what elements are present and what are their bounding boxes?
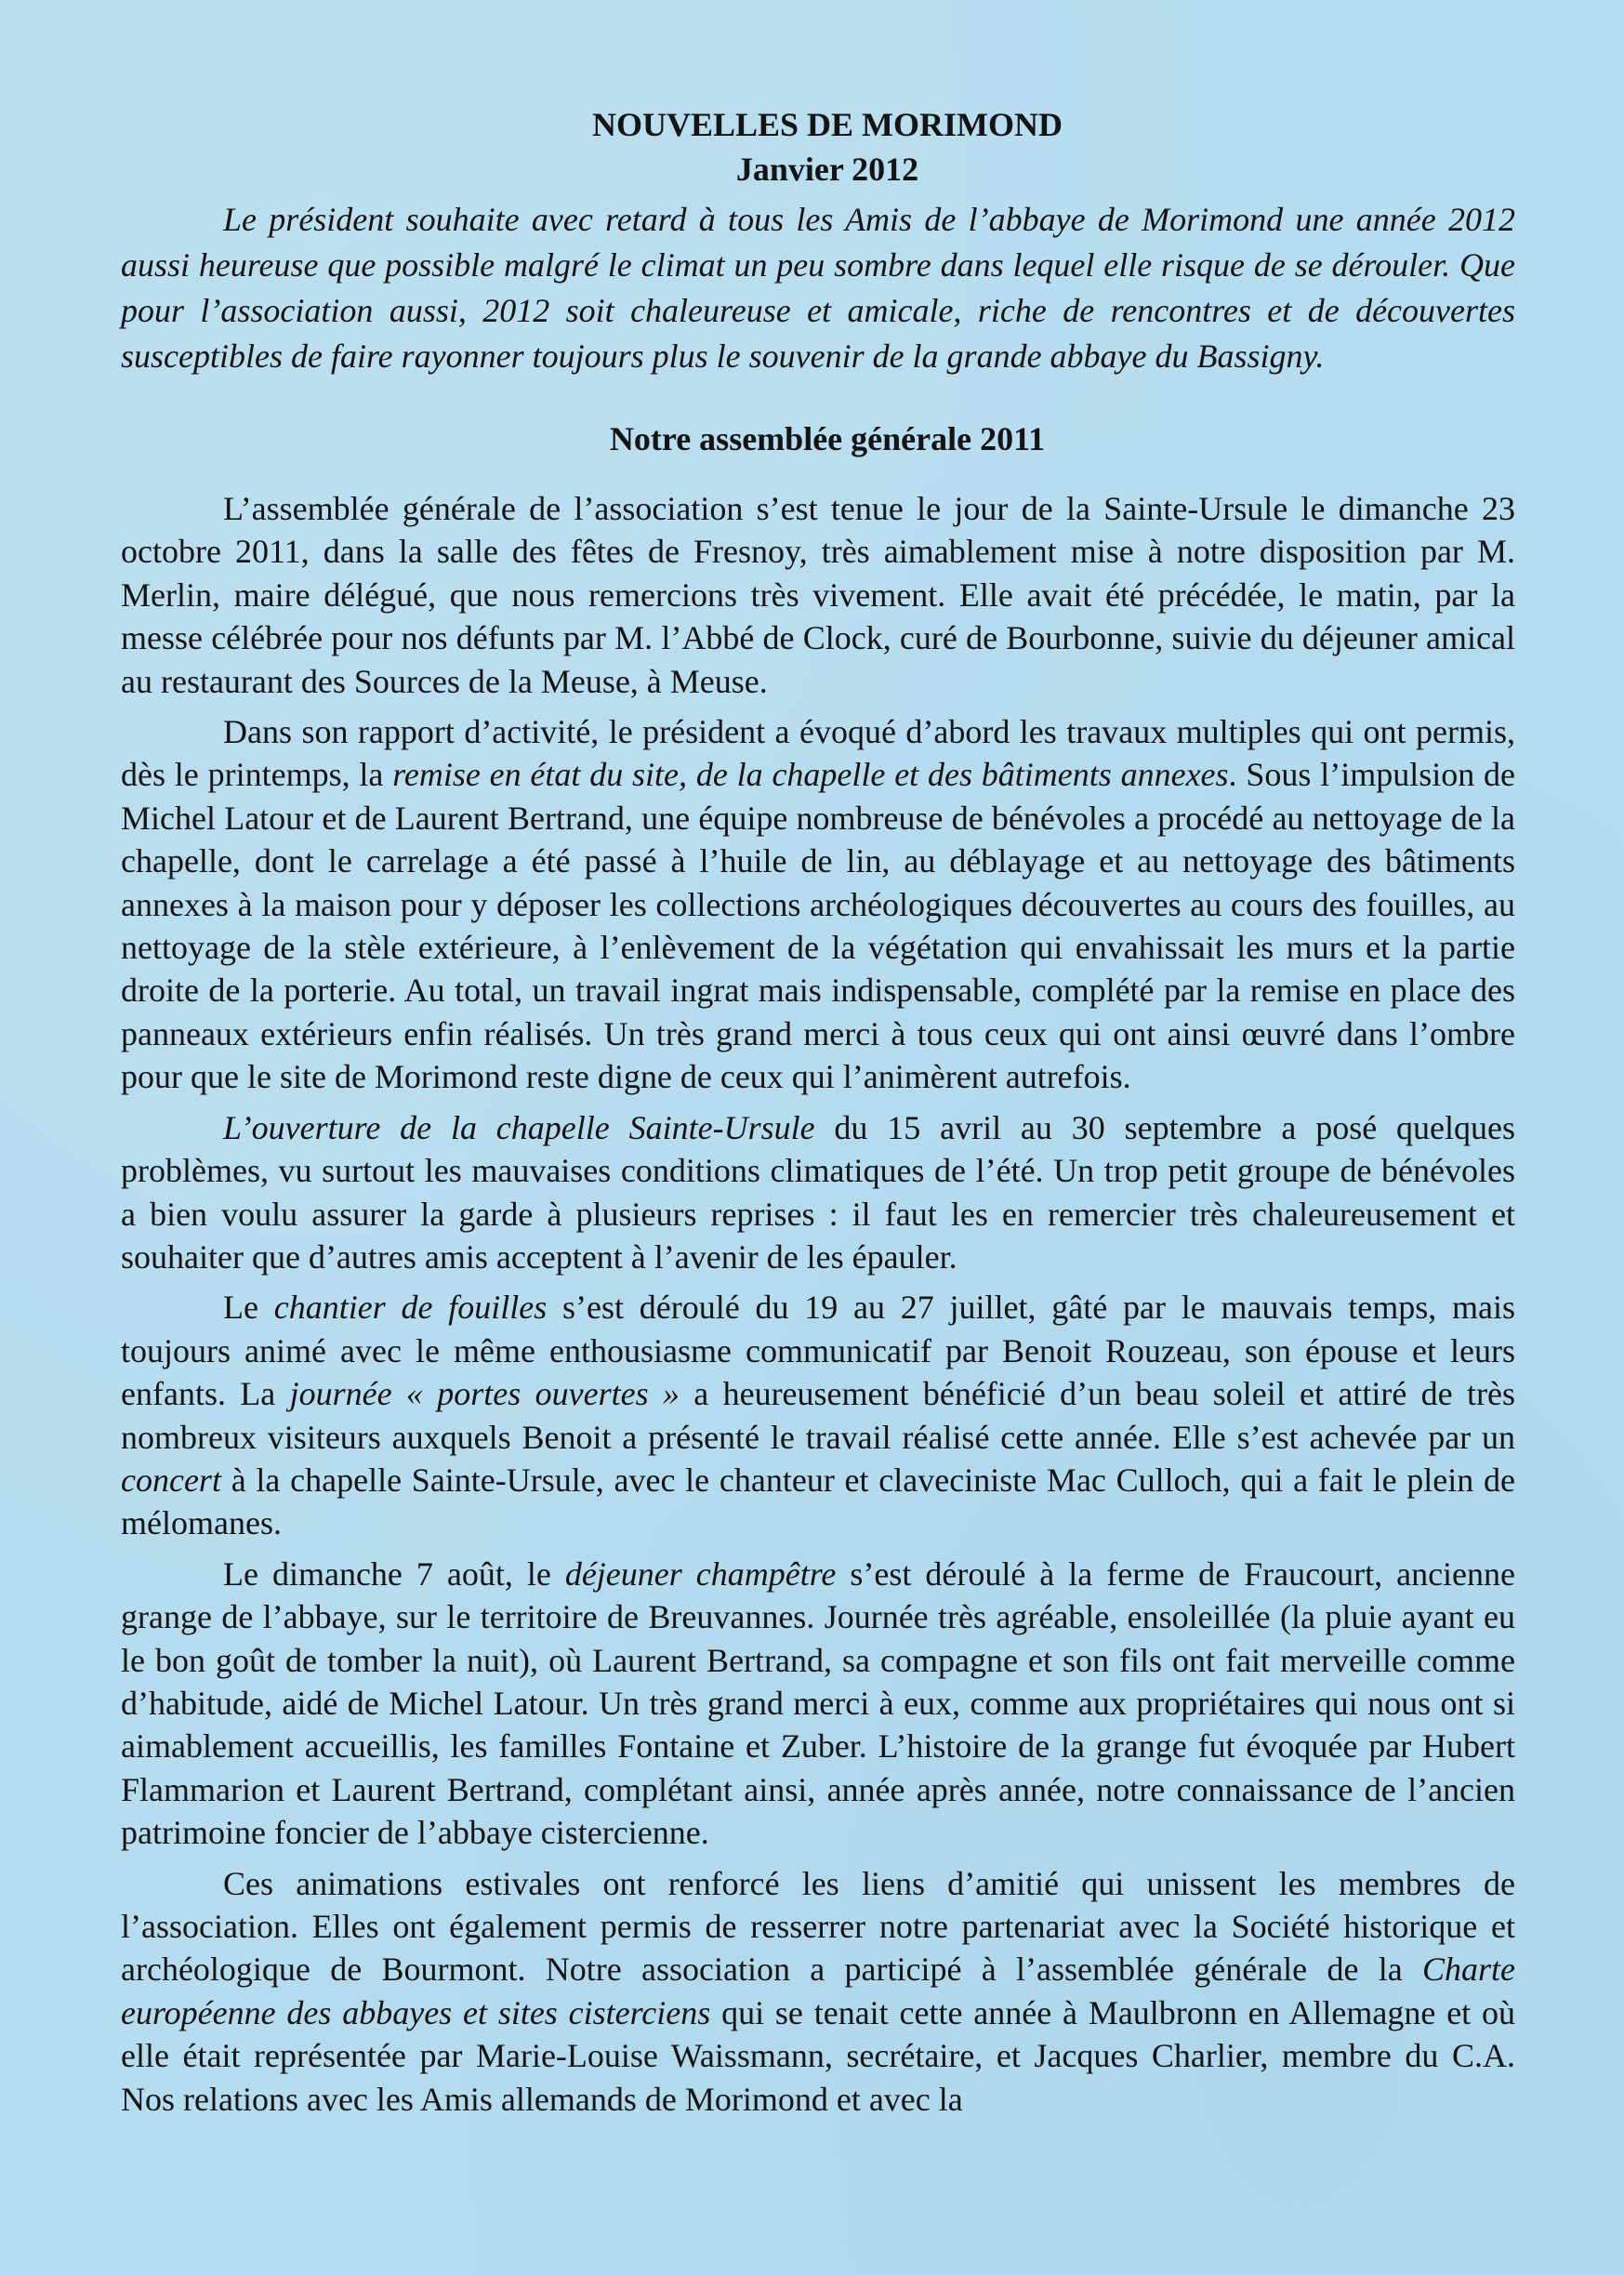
paragraph-text: s’est déroulé du 19 au 27 juillet, gâté par le mauvais temps, mais toujours animé avec le même enthousiasme communicatif par Benoit Rouzeau, son épouse et leurs enfants. La <box>121 1289 1516 1413</box>
paragraph-text: . Sous l’impulsion de Michel Latour et de Laurent Bertrand, une équipe nombreuse de bénévoles a procédé au nettoyage de la chapelle, dont le carrelage a été passé à l’huile de lin, au déblayage et au nettoyage des bâtiments annexes à la maison pour y déposer les collections archéologiques découvertes au cours des fouilles, au nettoyage de la stèle extérieure, à l’enlèvement de la végétation qui envahissait les murs et la partie droite de la porterie. Au total, un travail ingrat mais indispensable, complété par la remise en place des panneaux extérieurs enfin réalisés. Un très grand merci à tous ceux qui ont ainsi œuvré dans l’ombre pour que le site de Morimond reste digne de ceux qui l’animèrent autrefois. <box>121 756 1515 1096</box>
paragraph-text: qui se tenait cette année à Maulbronn en Allemagne et où elle était représentée par Marie-Louise Waissmann, secrétaire, et Jacques Charlier, membre du C.A. Nos relations avec les Amis allemands de Morimond et avec la <box>121 1993 1515 2118</box>
paragraph-text: Le <box>223 1289 274 1327</box>
president-greeting: Le président souhaite avec retard à tous les Amis de l’abbaye de Morimond une année 2012 aussi heureuse que possible malgré le climat un peu sombre dans lequel elle risque de se dérouler. Que pour l’association aussi, 2012 soit chaleureuse et amicale, riche de rencontres et de découvertes susceptibles de faire rayonner toujours plus le souvenir de la grande abbaye du Bassigny. <box>121 201 1515 375</box>
masthead <box>121 102 1515 192</box>
paragraph-text: a heureusement bénéficié d’un beau soleil et attiré de très nombreux visiteurs auxquels Benoit a présenté le travail réalisé cette année. Elle s’est achevée par un <box>121 1375 1515 1456</box>
emphasized-text: L’ouverture de la chapelle Sainte-Ursule <box>223 1108 815 1146</box>
emphasized-text: Charte européenne des abbayes et sites cisterciens <box>121 1951 1515 2031</box>
article-paragraph <box>121 1286 1515 1544</box>
article-body <box>121 487 1515 2121</box>
issue-date: Janvier 2012 <box>735 151 919 188</box>
emphasized-text: déjeuner champêtre <box>564 1554 837 1593</box>
paragraph-text: du 15 avril au 30 septembre a posé quelques problèmes, vu surtout les mauvaises conditions climatiques de l’été. Un trop petit groupe de bénévoles a bien voulu assurer la garde à plusieurs reprises : il faut les en remercier très chaleureusement et souhaiter que d’autres amis acceptent à l’avenir de les épauler. <box>121 1108 1516 1276</box>
emphasized-text: remise en état du site, de la chapelle et des bâtiments annexes <box>392 756 1229 794</box>
paragraph-text: Dans son rapport d’activité, le président a évoqué d’abord les travaux multiples qui ont permis, dès le printemps, la <box>121 713 1515 794</box>
article-paragraph <box>121 1862 1515 2121</box>
article-paragraph <box>121 487 1515 703</box>
paragraph-text: à la chapelle Sainte-Ursule, avec le chanteur et claveciniste Mac Culloch, qui a fait le plein de mélomanes. <box>121 1461 1515 1542</box>
document-body <box>121 102 1515 2128</box>
article-paragraph <box>121 710 1515 1099</box>
newsletter-title: NOUVELLES DE MORIMOND <box>591 106 1063 143</box>
article-paragraph <box>121 1106 1515 1279</box>
article-paragraph <box>121 1553 1515 1855</box>
paragraph-text: s’est déroulé à la ferme de Fraucourt, ancienne grange de l’abbaye, sur le territoire de Breuvannes. Journée très agréable, ensoleillée (la pluie ayant eu le bon goût de tomber la nuit), où Laurent Bertrand, sa compagne et son fils ont fait merveille comme d’habitude, aidé de Michel Latour. Un très grand merci à eux, comme aux propriétaires qui nous ont si aimablement accueillis, les familles Fontaine et Zuber. L’histoire de la grange fut évoquée par Hubert Flammarion et Laurent Bertrand, complétant ainsi, année après année, notre connaissance de l’ancien patrimoine foncier de l’abbaye cistercienne. <box>121 1554 1516 1852</box>
emphasized-text: concert <box>121 1461 221 1499</box>
emphasized-text: chantier de fouilles <box>273 1289 548 1327</box>
paragraph-text: L’assemblée générale de l’association s’est tenue le jour de la Sainte-Ursule le dimanche 23 octobre 2011, dans la salle des fêtes de Fresnoy, très aimablement mise à notre disposition par M. Merlin, maire délégué, que nous remercions très vivement. Elle avait été précédée, le matin, par la messe célébrée pour nos défunts par M. l’Abbé de Clock, curé de Bourbonne, suivie du déjeuner amical au restaurant des Sources de la Meuse, à Meuse. <box>121 490 1515 700</box>
paragraph-text: Ces animations estivales ont renforcé les liens d’amitié qui unissent les membres de l’association. Elles ont également permis de resserrer notre partenariat avec la Société historique et archéologique de Bourmont. Notre association a participé à l’assemblée générale de la <box>121 1864 1515 1989</box>
section-heading: Notre assemblée générale 2011 <box>609 420 1046 457</box>
paragraph-text: Le dimanche 7 août, le <box>223 1554 565 1593</box>
emphasized-text: journée « portes ouvertes » <box>289 1375 680 1413</box>
